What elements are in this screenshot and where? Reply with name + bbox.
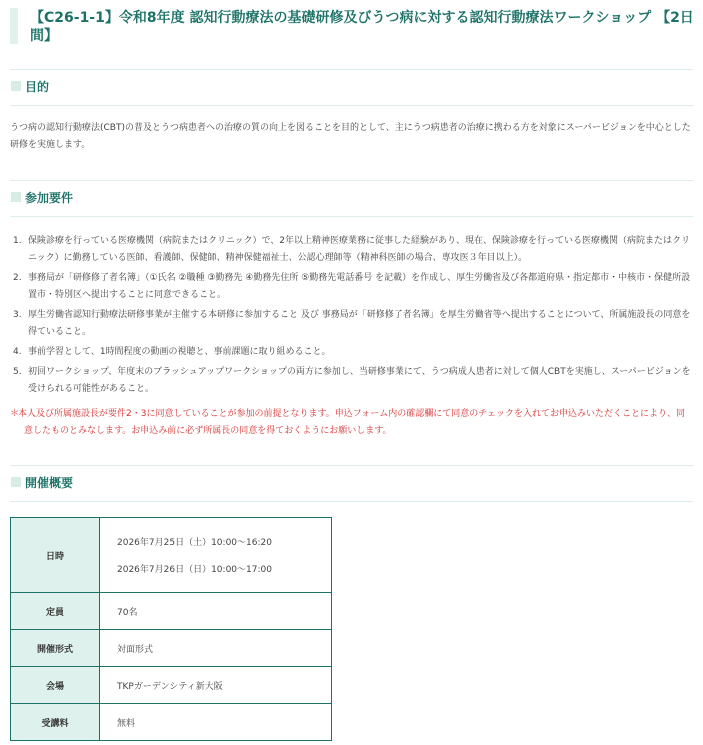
- row-value-fee: 無料: [100, 704, 332, 741]
- divider: [10, 216, 693, 217]
- list-number: 3.: [13, 310, 22, 320]
- purpose-text: うつ病の認知行動療法(CBT)の普及とうつ病患者への治療の質の向上を図ることを目的として、主にうつ病患者の治療に携わる方を対象にスーパービジョンを中心とした研修を実施します。: [10, 123, 691, 150]
- section-heading-label: 参加要件: [25, 191, 74, 205]
- divider: [10, 501, 693, 502]
- list-number: 2.: [13, 273, 22, 283]
- heading-marker-icon: [11, 192, 21, 202]
- row-label-format: 開催形式: [11, 630, 100, 667]
- section-heading-label: 開催概要: [25, 476, 74, 490]
- table-row: [11, 630, 332, 667]
- list-number: 1.: [13, 236, 22, 246]
- list-item: 1. 保険診療を行っている医療機関（病院またはクリニック）で、2年以上精神医療業務に従事した経験があり、現在、保険診療を行っている医療機関（病院またはクリニック）に勤務している医師、看護師、保健師、精神保健福祉士、公認心理師等（精神科医師の場合、専攻医３年目以上）。: [10, 233, 693, 267]
- row-value-datetime: [100, 518, 332, 593]
- list-number: 4.: [13, 347, 22, 357]
- divider: [10, 105, 693, 106]
- requirements-list: [10, 233, 693, 401]
- table-row: [11, 667, 332, 704]
- heading-marker-icon: [11, 477, 21, 487]
- row-value-capacity: 70名: [100, 593, 332, 630]
- date-line: 2026年7月26日（日）10:00～17:00: [117, 565, 272, 575]
- heading-marker-icon: [11, 81, 21, 91]
- row-label-datetime: 日時: [11, 518, 100, 593]
- row-label-capacity: 定員: [11, 593, 100, 630]
- list-item: 5. 初回ワークショップ、年度末のブラッシュアップワークショップの両方に参加し、当研修事業にて、うつ病成人患者に対して個人CBTを実施し、スーパービジョンを受けられる可能性があること。: [10, 364, 693, 398]
- consent-notice-text: 本人及び所属施設長が要件2・3に同意していることが参加の前提となります。申込フォーム内の確認欄にて同意のチェックを入れてお申込みいただくことにより、同意したものとみなします。お申込み前に必ず所属長の同意を得ておくようにお願いします。: [18, 409, 686, 436]
- table-row: [11, 593, 332, 630]
- row-label-venue: 会場: [11, 667, 100, 704]
- table-row: [11, 704, 332, 741]
- date-line: 2026年7月25日（土）10:00～16:20: [117, 538, 272, 548]
- row-label-fee: 受講料: [11, 704, 100, 741]
- row-value-venue: TKPガーデンシティ新大阪: [100, 667, 332, 704]
- list-item: 4. 事前学習として、1時間程度の動画の視聴と、事前課題に取り組めること。: [10, 344, 693, 361]
- divider: [10, 180, 693, 181]
- list-number: 5.: [13, 367, 22, 377]
- table-row: [11, 518, 332, 593]
- list-item: 2. 事務局が「研修修了者名簿」（①氏名 ②職種 ③勤務先 ④勤務先住所 ⑤勤務先電話番号 を記載）を作成し、厚生労働省及び各都道府県・指定都市・中核市・保健所設置市・特別区へ提出することに同意できること。: [10, 270, 693, 304]
- section-heading-label: 目的: [25, 80, 50, 94]
- overview-table: [10, 517, 332, 741]
- row-value-format: 対面形式: [100, 630, 332, 667]
- consent-notice: [10, 406, 693, 440]
- page-title: 【C26-1-1】令和8年度 認知行動療法の基礎研修及びうつ病に対する認知行動療法ワークショップ 【2日間】: [10, 8, 696, 44]
- divider: [10, 465, 693, 466]
- list-item: 3. 厚生労働省認知行動療法研修事業が主催する本研修に参加すること 及び 事務局が「研修修了者名簿」を厚生労働省等へ提出することについて、所属施設長の同意を得ていること。: [10, 307, 693, 341]
- asterisk-mark: ＊: [10, 409, 20, 419]
- divider: [10, 69, 693, 70]
